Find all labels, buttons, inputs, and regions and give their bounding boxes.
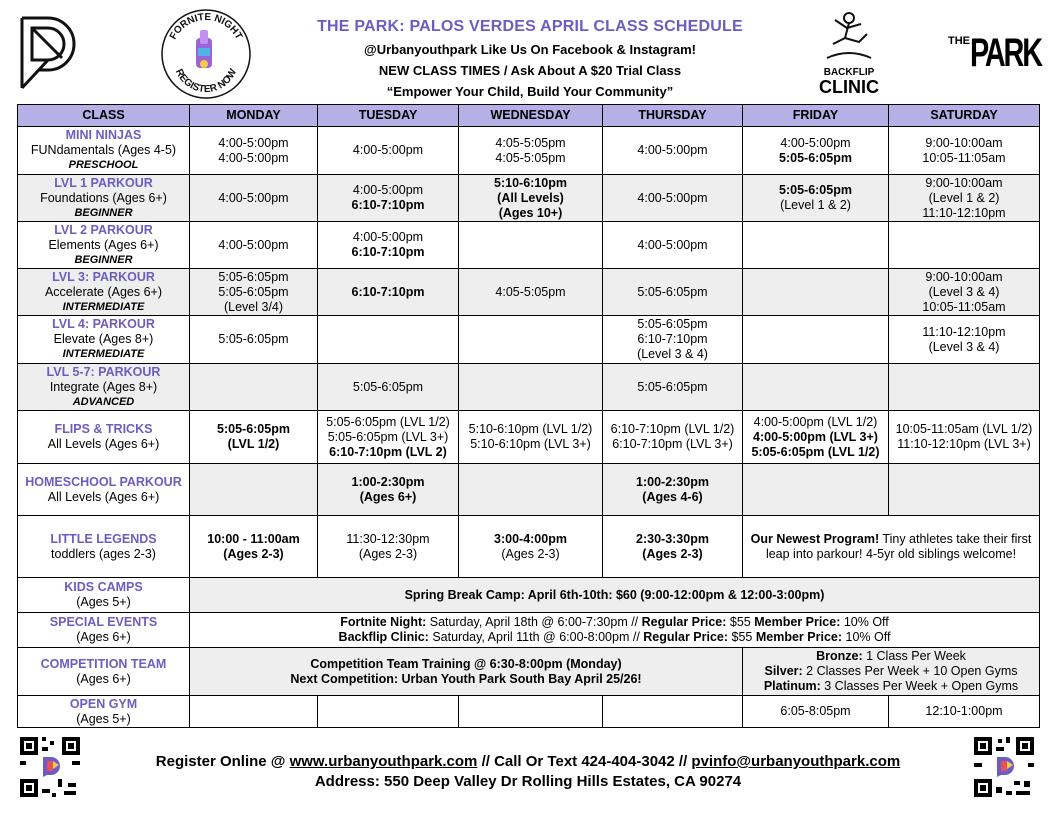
note: (Ages 2-3) [501, 546, 560, 561]
table-row-mini-ninjas [18, 127, 1040, 175]
trial-line: NEW CLASS TIMES / Ask About A $20 Trial Class [378, 63, 682, 78]
table-row-lvl3 [18, 269, 1040, 316]
note: (Ages 2-3) [223, 546, 284, 561]
tier-text: 1 Class Per Week [862, 649, 966, 663]
class-name: LVL 1 PARKOUR [54, 175, 153, 190]
cell-wednesday [459, 364, 603, 411]
table-row-little-legends [18, 516, 1040, 578]
the-park-wordmark [944, 30, 1040, 80]
time: 10:00 - 11:00am [207, 531, 300, 546]
time: 11:10-12:10pm [922, 205, 1006, 220]
table-row-lvl1 [18, 175, 1040, 222]
price-label: Regular Price: [643, 630, 729, 644]
time: 5:10-6:10pm (LVL 1/2) [468, 422, 593, 436]
class-cell [18, 411, 190, 464]
class-name: HOMESCHOOL PARKOUR [25, 474, 182, 489]
cell-wednesday [459, 516, 603, 578]
cell-wednesday [459, 127, 603, 175]
slogan-line: “Empower Your Child, Build Your Community” [386, 84, 674, 99]
class-cell [18, 696, 190, 728]
cell-thursday [603, 411, 743, 464]
time: 6:10-7:10pm (LVL 3+) [612, 437, 733, 451]
cell-thursday [603, 222, 743, 269]
note: (All Levels) [497, 190, 564, 205]
time: 5:05-6:05pm [217, 422, 290, 436]
social-line: @Urbanyouthpark Like Us On Facebook & Instagram! [364, 42, 696, 57]
phone-text: // Call Or Text 424-404-3042 // [477, 753, 692, 770]
note: (Level 3/4) [223, 299, 284, 314]
class-sub: toddlers (ages 2-3) [51, 546, 156, 561]
class-name: FLIPS & TRICKS [54, 422, 153, 436]
price-value: $55 [726, 615, 755, 629]
time: 5:05-6:05pm [779, 150, 852, 165]
time: 10:05-11:05am [922, 150, 1006, 165]
class-sub: Elements (Ages 6+) [48, 237, 159, 252]
time: 4:05-5:05pm [495, 284, 566, 299]
price-label: Regular Price: [641, 615, 727, 629]
time: 4:00-5:00pm [780, 135, 851, 150]
class-schedule-table [17, 104, 1040, 728]
note: (Ages 2-3) [358, 546, 418, 561]
note: (LVL 1/2) [227, 437, 280, 451]
fortnite-night-badge [160, 8, 252, 100]
class-cell [18, 222, 190, 269]
note: (Ages 6+) [359, 489, 417, 504]
cell-saturday [889, 175, 1040, 222]
cell-saturday [889, 364, 1040, 411]
cell-tuesday [318, 411, 459, 464]
note: (Level 3 & 4) [637, 347, 708, 361]
table-row-lvl4 [18, 316, 1040, 364]
cell-wednesday [459, 411, 603, 464]
note: (Level 3 & 4) [928, 284, 1000, 299]
class-name: LVL 4: PARKOUR [52, 317, 155, 331]
cell-tuesday [318, 269, 459, 316]
cell-tuesday [318, 364, 459, 411]
time: 4:00-5:00pm [352, 183, 424, 197]
col-header-saturday: SATURDAY [889, 105, 1040, 127]
note: (Level 3 & 4) [928, 339, 1000, 354]
cell-friday [743, 464, 889, 516]
note: (Ages 10+) [498, 205, 563, 220]
time: 11:10-12:10pm (LVL 3+) [897, 437, 1031, 451]
tier-label: Bronze: [816, 649, 863, 663]
class-cell [18, 316, 190, 364]
qr-code-icon[interactable] [18, 735, 82, 799]
cell-tuesday [318, 696, 459, 728]
note: (Ages 2-3) [642, 546, 703, 561]
class-name: KIDS CAMPS [64, 580, 143, 594]
cell-friday-saturday [743, 516, 1040, 578]
time: 4:00-5:00pm [218, 135, 289, 150]
class-name: LITTLE LEGENDS [50, 531, 157, 546]
cell-monday [190, 411, 318, 464]
price-label: Member Price: [754, 615, 841, 629]
time: 5:05-6:05pm (LVL 1/2) [326, 414, 450, 429]
cell-thursday [603, 269, 743, 316]
time: 11:30-12:30pm [346, 531, 430, 546]
table-row-kids-camps [18, 578, 1040, 613]
class-name: SPECIAL EVENTS [49, 615, 158, 629]
price-label: Member Price: [755, 630, 843, 644]
time: 12:10-1:00pm [925, 704, 1003, 718]
cell-thursday [603, 127, 743, 175]
the-park-p-logo [18, 14, 80, 92]
cell-monday [190, 364, 318, 411]
class-level: BEGINNER [74, 253, 133, 266]
cell-saturday [889, 696, 1040, 728]
time: 11:10-12:10pm [922, 324, 1006, 339]
header-block [270, 18, 790, 99]
col-header-wednesday: WEDNESDAY [459, 105, 603, 127]
time: 4:00-5:00pm [637, 190, 708, 205]
class-cell [18, 648, 190, 696]
competition-details [190, 648, 743, 696]
cell-tuesday [318, 516, 459, 578]
cell-wednesday [459, 464, 603, 516]
time: 5:10-6:10pm (LVL 3+) [470, 437, 591, 451]
time: 6:05-8:05pm [780, 704, 851, 718]
class-level: PRESCHOOL [68, 159, 139, 171]
class-cell [18, 464, 190, 516]
class-level: INTERMEDIATE [62, 300, 145, 313]
col-header-monday: MONDAY [190, 105, 318, 127]
class-cell [18, 127, 190, 175]
class-sub: (Ages 5+) [76, 595, 131, 609]
event-text: Saturday, April 18th @ 6:00-7:30pm // [426, 615, 642, 629]
clinic-label: CLINIC [819, 77, 879, 97]
table-row-competition-team [18, 648, 1040, 696]
price-value: 10% Off [840, 615, 889, 629]
cell-monday [190, 175, 318, 222]
class-sub: (Ages 5+) [76, 711, 131, 726]
cell-tuesday [318, 316, 459, 364]
tier-label: Silver: [764, 664, 803, 678]
class-name: LVL 5-7: PARKOUR [46, 364, 161, 379]
class-cell [18, 613, 190, 648]
cell-wednesday [459, 175, 603, 222]
time: 4:00-5:00pm [637, 237, 708, 252]
class-cell [18, 516, 190, 578]
cell-saturday [889, 411, 1040, 464]
class-sub: Accelerate (Ages 6+) [44, 284, 163, 299]
cell-thursday [603, 696, 743, 728]
time: 2:30-3:30pm [636, 531, 709, 546]
cell-monday [190, 516, 318, 578]
col-header-thursday: THURSDAY [603, 105, 743, 127]
qr-code-icon[interactable] [972, 735, 1036, 799]
cell-wednesday [459, 316, 603, 364]
promo-title: Our Newest Program! [750, 531, 880, 546]
class-cell [18, 578, 190, 613]
cell-monday [190, 464, 318, 516]
table-row-lvl5-7 [18, 364, 1040, 411]
table-row-homeschool [18, 464, 1040, 516]
cell-thursday [603, 364, 743, 411]
footer [100, 752, 956, 792]
table-row-lvl2 [18, 222, 1040, 269]
class-name: OPEN GYM [69, 696, 138, 711]
price-value: 10% Off [842, 630, 891, 644]
backflip-clinic-logo [808, 8, 890, 104]
cell-wednesday [459, 222, 603, 269]
cell-tuesday [318, 175, 459, 222]
col-header-tuesday: TUESDAY [318, 105, 459, 127]
time: 4:00-5:00pm (LVL 1/2) [753, 414, 878, 429]
cell-saturday [889, 222, 1040, 269]
cell-saturday [889, 127, 1040, 175]
cell-tuesday [318, 464, 459, 516]
cell-friday [743, 222, 889, 269]
time: 6:10-7:10pm (LVL 1/2) [610, 422, 735, 436]
tier-label: Platinum: [763, 679, 821, 693]
cell-thursday [603, 316, 743, 364]
event-fortnite [192, 615, 1037, 630]
contact-line [100, 752, 956, 772]
time: 9:00-10:00am [925, 175, 1003, 190]
class-sub: (Ages 6+) [76, 671, 131, 686]
cell-wednesday [459, 269, 603, 316]
tier-platinum [745, 679, 1037, 694]
time: 5:05-6:05pm [218, 284, 289, 299]
event-label: Backflip Clinic: [338, 630, 429, 644]
cell-monday [190, 222, 318, 269]
cell-monday [190, 127, 318, 175]
class-level: ADVANCED [72, 395, 135, 408]
email-link[interactable]: pvinfo@urbanyouthpark.com [691, 753, 901, 770]
address-line: Address: 550 Deep Valley Dr Rolling Hills Estates, CA 90274 [314, 773, 742, 790]
cell-saturday [889, 269, 1040, 316]
time: 4:05-5:05pm [495, 135, 566, 150]
class-sub: Integrate (Ages 8+) [49, 379, 158, 394]
cell-friday [743, 269, 889, 316]
cell-wednesday [459, 696, 603, 728]
class-sub: FUNdamentals (Ages 4-5) [30, 143, 177, 157]
class-cell [18, 364, 190, 411]
time: 9:00-10:00am [925, 269, 1003, 284]
cell-thursday [603, 175, 743, 222]
cell-tuesday [318, 127, 459, 175]
wordmark-the: THE [948, 35, 970, 47]
svg-text:REGISTER NOW: REGISTER NOW [172, 67, 240, 96]
price-value: $55 [728, 630, 756, 644]
note: (Level 1 & 2) [928, 190, 1000, 205]
class-sub: Elevate (Ages 8+) [53, 332, 154, 346]
cell-friday [743, 364, 889, 411]
time: 5:10-6:10pm [494, 175, 567, 190]
cell-saturday [889, 464, 1040, 516]
cell-monday [190, 316, 318, 364]
time: 5:05-6:05pm [218, 269, 289, 284]
tier-text: 2 Classes Per Week + 10 Open Gyms [802, 664, 1018, 678]
table-header-row [18, 105, 1040, 127]
time: 6:10-7:10pm (LVL 2) [329, 444, 447, 459]
competition-training: Competition Team Training @ 6:30-8:00pm (Monday) [310, 656, 622, 671]
next-competition: Next Competition: Urban Youth Park South Bay April 25/26! [290, 671, 642, 686]
note: (Ages 4-6) [642, 489, 703, 504]
time: 4:00-5:00pm [352, 230, 424, 244]
class-name: LVL 2 PARKOUR [54, 222, 153, 237]
class-sub: All Levels (Ages 6+) [47, 437, 160, 451]
time: 6:10-7:10pm [637, 332, 708, 346]
cell-friday [743, 127, 889, 175]
time: 4:00-5:00pm [637, 143, 708, 157]
table-row-special-events [18, 613, 1040, 648]
time: 6:10-7:10pm [351, 245, 425, 259]
time: 1:00-2:30pm [351, 474, 425, 489]
time: 4:00-5:00pm [218, 190, 289, 205]
backflip-label: BACKFLIP [823, 67, 875, 78]
event-backflip [192, 630, 1037, 645]
promo-text: Tiny athletes take their first leap into parkour! 4-5yr old siblings welcome! [765, 531, 1032, 561]
tier-silver [745, 664, 1037, 679]
event-label: Fortnite Night: [340, 615, 427, 629]
time: 5:05-6:05pm [779, 183, 852, 197]
cell-monday [190, 696, 318, 728]
events-details [190, 613, 1040, 648]
time: 4:00-5:00pm (LVL 3+) [753, 429, 878, 444]
cell-thursday [603, 516, 743, 578]
time: 4:00-5:00pm [218, 150, 289, 165]
time: 5:05-6:05pm [637, 317, 708, 331]
cell-friday [743, 316, 889, 364]
cell-thursday [603, 464, 743, 516]
class-name: MINI NINJAS [65, 128, 142, 142]
cell-monday [190, 269, 318, 316]
time: 10:05-11:05am (LVL 1/2) [895, 422, 1033, 436]
table-row-open-gym [18, 696, 1040, 728]
time: 5:05-6:05pm (LVL 3+) [327, 429, 449, 444]
note: (Level 1 & 2) [780, 198, 851, 212]
svg-text:FORNITE NIGHT: FORNITE NIGHT [167, 11, 245, 42]
wordmark-park: PARK [970, 31, 1041, 75]
tier-bronze [745, 649, 1037, 664]
class-name: COMPETITION TEAM [40, 656, 167, 671]
class-cell [18, 269, 190, 316]
website-link[interactable]: www.urbanyouthpark.com [289, 753, 478, 770]
time: 5:05-6:05pm [218, 332, 289, 346]
tier-text: 3 Classes Per Week + Open Gyms [820, 679, 1019, 693]
table-row-flips-tricks [18, 411, 1040, 464]
register-label: Register Online @ [155, 753, 290, 770]
time: 10:05-11:05am [922, 299, 1006, 314]
backflip-figure-icon [819, 8, 879, 64]
cell-friday [743, 175, 889, 222]
page-title: THE PARK: PALOS VERDES APRIL CLASS SCHEDULE [317, 18, 743, 35]
col-header-class: CLASS [18, 105, 190, 127]
camp-details: Spring Break Camp: April 6th-10th: $60 (9:00-12:00pm & 12:00-3:00pm) [190, 578, 1040, 613]
col-header-friday: FRIDAY [743, 105, 889, 127]
cell-tuesday [318, 222, 459, 269]
cell-friday [743, 696, 889, 728]
cell-saturday [889, 316, 1040, 364]
membership-tiers [743, 648, 1040, 696]
class-sub: (Ages 6+) [76, 630, 131, 644]
time: 5:05-6:05pm (LVL 1/2) [751, 444, 880, 459]
cell-friday [743, 411, 889, 464]
class-name: LVL 3: PARKOUR [52, 269, 155, 284]
class-sub: All Levels (Ages 6+) [47, 489, 160, 504]
class-cell [18, 175, 190, 222]
class-level: INTERMEDIATE [62, 348, 145, 360]
time: 5:05-6:05pm [352, 379, 424, 394]
time: 5:05-6:05pm [637, 379, 708, 394]
time: 1:00-2:30pm [636, 474, 709, 489]
time: 3:00-4:00pm [494, 531, 567, 546]
time: 4:05-5:05pm [495, 150, 566, 165]
event-text: Saturday, April 11th @ 6:00-8:00pm // [428, 630, 644, 644]
time: 6:10-7:10pm [351, 198, 425, 212]
class-level: BEGINNER [74, 206, 133, 219]
time: 9:00-10:00am [925, 135, 1003, 150]
time: 6:10-7:10pm [351, 284, 425, 299]
time: 4:00-5:00pm [352, 143, 424, 157]
class-sub: Foundations (Ages 6+) [40, 190, 167, 205]
time: 5:05-6:05pm [637, 284, 708, 299]
time: 4:00-5:00pm [218, 237, 289, 252]
